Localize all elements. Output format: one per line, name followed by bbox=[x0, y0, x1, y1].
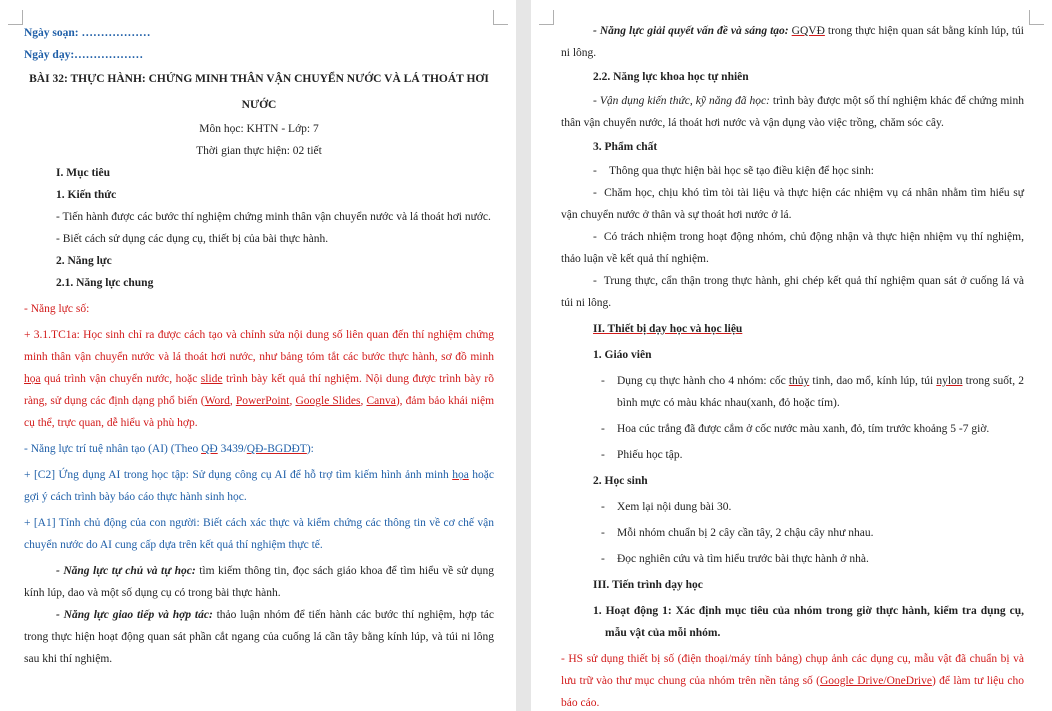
title-line-2: NƯỚC bbox=[241, 99, 277, 111]
pham-chat-1: - Thông qua thực hiện bài học sẽ tạo điều kiện để học sinh: bbox=[593, 160, 1024, 182]
section-1: I. Mục tiêu bbox=[56, 167, 110, 179]
giao-vien-3: - Phiếu học tập. bbox=[601, 444, 1024, 466]
giao-vien: 1. Giáo viên bbox=[593, 349, 652, 361]
ai-c2: + [C2] Ứng dụng AI trong học tập: Sử dụng công cụ AI để hỗ trợ tìm kiếm hình ảnh minh họa hoặc gợi ý cách trình bày báo cáo thực hành sinh học. bbox=[24, 469, 494, 503]
kien-thuc-2: - Biết cách sử dụng các dụng cụ, thiết bị của bài thực hành. bbox=[56, 233, 329, 245]
hoat-dong-1: 1. Hoạt động 1: Xác định mục tiêu của nhóm trong giờ thực hành, kiểm tra dụng cụ, mẫu vật của mỗi nhóm. bbox=[593, 605, 1024, 639]
giai-quyet-van-de: - Năng lực giải quyết vấn đề và sáng tạo: GQVĐ trong thực hiện quan sát bằng kính lúp, túi ni lông. bbox=[561, 25, 1025, 59]
van-dung: - Vận dụng kiến thức, kỹ năng đã học: trình bày được một số thí nghiệm khác để chứng minh thân vận chuyển nước, lá thoát hơi nước và vận dụng vào việc trồng, chăm sóc cây. bbox=[561, 95, 1024, 129]
ngay-day: Ngày dạy:……………… bbox=[24, 49, 144, 61]
section-2-2: 2.2. Năng lực khoa học tự nhiên bbox=[593, 71, 749, 83]
kien-thuc-1: - Tiến hành được các bước thí nghiệm chứng minh thân vận chuyển nước và lá thoát hơi nước. bbox=[56, 211, 491, 223]
section-3: 3. Phẩm chất bbox=[593, 141, 658, 153]
page-left bbox=[0, 0, 516, 711]
subject: Môn học: KHTN - Lớp: 7 bbox=[199, 123, 319, 135]
crop-mark bbox=[1029, 10, 1044, 25]
crop-mark bbox=[8, 10, 23, 25]
section-2-1: 2.1. Năng lực chung bbox=[56, 277, 154, 289]
section-1-1: 1. Kiến thức bbox=[56, 189, 117, 201]
tu-chu-tu-hoc: - Năng lực tự chủ và tự học: tìm kiếm thông tin, đọc sách giáo khoa để tìm hiểu về sử dụng kính lúp, dao và một số dụng cụ có trong bài thực hành. bbox=[24, 565, 494, 599]
title-line-1: BÀI 32: THỰC HÀNH: CHỨNG MINH THÂN VẬN CHUYỂN NƯỚC VÀ LÁ THOÁT HƠI bbox=[29, 73, 489, 85]
nang-luc-so: - Năng lực số: bbox=[24, 303, 90, 315]
crop-mark bbox=[539, 10, 554, 25]
section-II: II. Thiết bị dạy học và học liệu bbox=[593, 323, 743, 335]
nang-luc-so-detail: + 3.1.TC1a: Học sinh chỉ ra được cách tạo và chỉnh sửa nội dung số liên quan đến thí nghiệm chứng minh thân vận chuyển nước và lá thoát hơi nước, như bảng tóm tắt các bước thực hành, sơ đồ minh họa quá trình vận chuyển nước, hoặc slide trình bày kết quả thí nghiệm. Nội dung được trình bày rõ ràng, sử dụng các định dạng phổ biến (Word, PowerPoint, Google Slides, Canva), đảm bảo khái niệm cụ thể, trực quan, dễ hiểu và phù hợp. bbox=[24, 329, 495, 429]
pham-chat-4: - Trung thực, cẩn thận trong thực hành, ghi chép kết quả thí nghiệm quan sát ở cuống lá và túi ni lông. bbox=[561, 275, 1024, 309]
ai-a1: + [A1] Tính chủ động của con người: Biết cách xác thực và kiểm chứng các thông tin về cơ chế vận chuyển nước do AI cung cấp dựa trên kết quả thí nghiệm thực tế. bbox=[24, 517, 494, 551]
page-right bbox=[531, 0, 1052, 711]
giao-vien-2: - Hoa cúc trắng đã được cắm ở cốc nước màu xanh, đỏ, tím trước khoảng 5 -7 giờ. bbox=[601, 418, 1024, 440]
ai-heading: - Năng lực trí tuệ nhân tạo (AI) (Theo QĐ 3439/QĐ-BGDĐT): bbox=[24, 443, 314, 455]
hoc-sinh-2: - Mỗi nhóm chuẩn bị 2 cây cần tây, 2 chậu cây như nhau. bbox=[601, 522, 1024, 544]
hoc-sinh: 2. Học sinh bbox=[593, 475, 648, 487]
hoc-sinh-1: - Xem lại nội dung bài 30. bbox=[601, 496, 1024, 518]
crop-mark bbox=[493, 10, 508, 25]
hs-thiet-bi-so: - HS sử dụng thiết bị số (điện thoại/máy tính bảng) chụp ảnh các dụng cụ, mẫu vật đã chuẩn bị và lưu trữ vào thư mục chung của nhóm trên nền tảng số (Google Drive/OneDrive) để làm tư liệu cho báo cáo. bbox=[561, 653, 1024, 709]
time: Thời gian thực hiện: 02 tiết bbox=[196, 145, 322, 157]
giao-vien-1: - Dụng cụ thực hành cho 4 nhóm: cốc thủy tinh, dao mổ, kính lúp, túi nylon trong suốt, 2 bình mực có màu khác nhau(xanh, đỏ hoặc tím). bbox=[601, 370, 1024, 414]
section-2: 2. Năng lực bbox=[56, 255, 112, 267]
ngay-soan: Ngày soạn: ……………… bbox=[24, 27, 151, 39]
section-III: III. Tiến trình dạy học bbox=[593, 579, 703, 591]
giao-tiep-hop-tac: - Năng lực giao tiếp và hợp tác: thảo luận nhóm để tiến hành các bước thí nghiệm, hợp tác trong thực hiện hoạt động quan sát phần cắt ngang của cuống lá cần tây bằng kính lúp, và túi ni lông sau khi thí nghiệm. bbox=[24, 609, 494, 665]
pham-chat-2: - Chăm học, chịu khó tìm tòi tài liệu và thực hiện các nhiệm vụ cá nhân nhằm tìm hiểu sự vận chuyển nước ở thân và sự thoát hơi nước ở lá. bbox=[561, 187, 1024, 221]
hoc-sinh-3: - Đọc nghiên cứu và tìm hiểu trước bài thực hành ở nhà. bbox=[601, 548, 1024, 570]
pham-chat-3: - Có trách nhiệm trong hoạt động nhóm, chủ động nhận và thực hiện nhiệm vụ thí nghiệm, thảo luận về kết quả thí nghiệm. bbox=[561, 231, 1024, 265]
